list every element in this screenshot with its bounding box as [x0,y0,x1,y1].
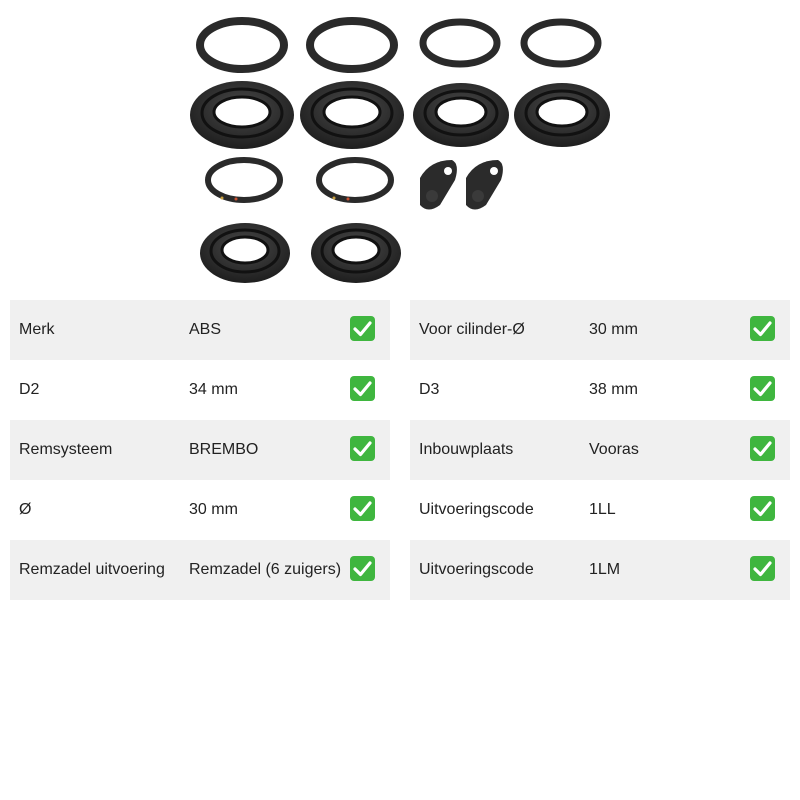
spec-row [410,420,790,480]
seal-ring [319,160,391,201]
spec-label: Remsysteem [19,441,113,458]
seal-ring [423,22,497,64]
spec-row [10,420,390,480]
check-mark-icon [750,496,775,521]
spec-label: Merk [19,321,55,338]
spec-value: BREMBO [189,441,259,458]
spec-row [10,360,390,420]
spec-label: Uitvoeringscode [419,501,534,518]
spec-row [10,480,390,540]
spec-label: D2 [19,381,40,398]
dust-boot [300,81,404,149]
spec-row [410,480,790,540]
spec-value: 1LL [589,501,616,518]
seal-ring [310,21,394,69]
spec-value: 30 mm [589,321,638,338]
spec-label: D3 [419,381,440,398]
spec-label: Remzadel uitvoering [19,561,165,578]
spec-value: 30 mm [189,501,238,518]
spec-value: 38 mm [589,381,638,398]
spec-label: Voor cilinder-Ø [419,321,525,338]
check-mark-icon [750,316,775,341]
check-mark-icon [350,496,375,521]
dust-boot [311,223,401,283]
spec-row [10,300,390,360]
spec-row [410,360,790,420]
spec-label: Inbouwplaats [419,441,514,458]
dust-boot [413,83,509,147]
product-image [0,0,800,290]
spec-row [10,540,390,600]
check-mark-icon [750,376,775,401]
check-mark-icon [350,556,375,581]
check-mark-icon [750,556,775,581]
seal-ring [524,22,598,64]
spec-value: Remzadel (6 zuigers) [189,561,342,578]
seal-ring [208,160,280,201]
spec-value: ABS [189,321,222,338]
spec-value: 1LM [589,561,621,578]
check-mark-icon [350,316,375,341]
retaining-clip [466,160,503,210]
seal-ring [200,21,284,69]
check-mark-icon [350,436,375,461]
spec-value: Vooras [589,441,639,458]
retaining-clip [420,160,457,210]
dust-boot [200,223,290,283]
dust-boot [190,81,294,149]
dust-boot [514,83,610,147]
spec-label: Ø [19,501,32,518]
spec-table-right [410,300,790,600]
spec-label: Uitvoeringscode [419,561,534,578]
check-mark-icon [350,376,375,401]
spec-row [410,300,790,360]
spec-value: 34 mm [189,381,238,398]
check-mark-icon [750,436,775,461]
spec-table-left [10,300,390,600]
spec-row [410,540,790,600]
